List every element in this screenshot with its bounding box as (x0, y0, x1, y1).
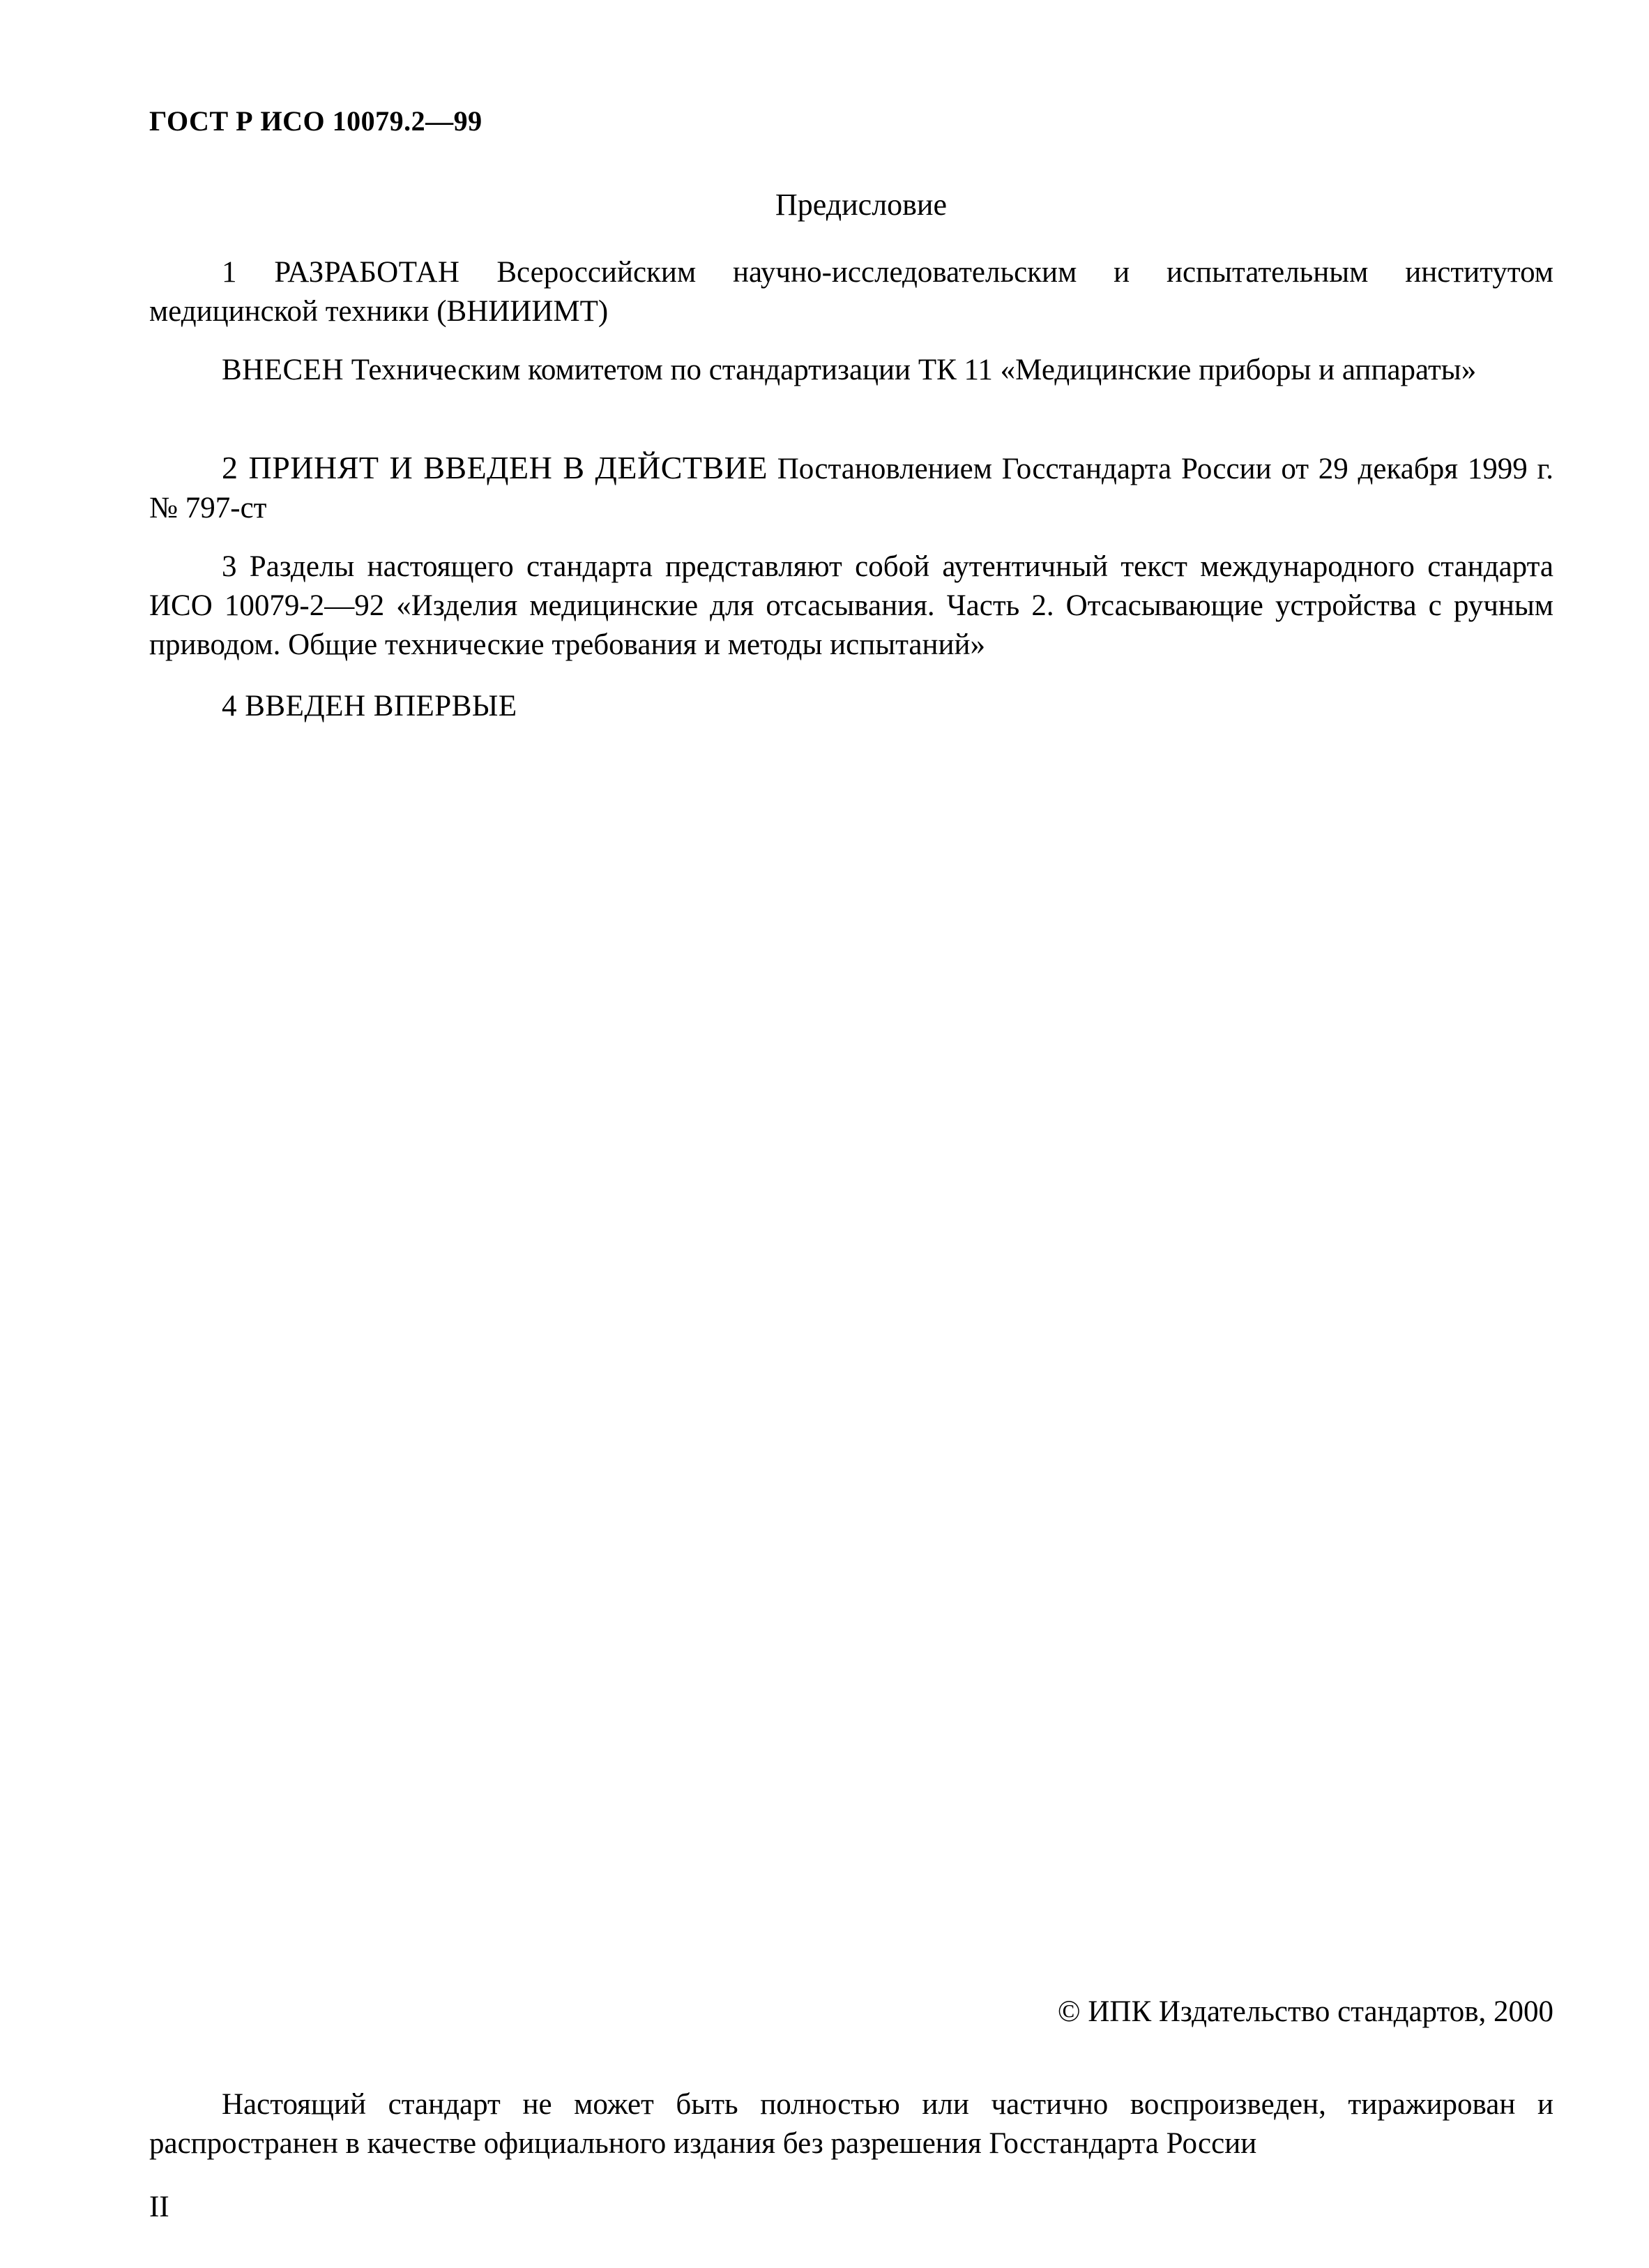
introduced-lead: ВНЕСЕН (222, 354, 344, 386)
document-code: ГОСТ Р ИСО 10079.2—99 (149, 105, 482, 137)
foreword-item-1 (149, 253, 1553, 331)
copyright-line: © ИПК Издательство стандартов, 2000 (1057, 1995, 1553, 2028)
reproduction-notice-text: Настоящий стандарт не может быть полностью или частично воспроизведен, тиражирован и распространен в качестве официального издания без разрешения Госстандарта России (149, 2088, 1553, 2160)
reproduction-notice (149, 2085, 1553, 2163)
foreword-item-4 (149, 687, 1553, 726)
item-4-lead: 4 ВВЕДЕН ВПЕРВЫЕ (222, 690, 517, 723)
foreword-item-2 (149, 448, 1553, 528)
item-1-text: Всероссийским научно-исследовательским и испытательным институтом медицинской техники (ВНИИИМТ) (149, 256, 1553, 328)
item-2-lead: 2 ПРИНЯТ И ВВЕДЕН В ДЕЙСТВИЕ (222, 450, 768, 485)
foreword-item-introduced (149, 351, 1553, 390)
item-3-text: 3 Разделы настоящего стандарта представляют собой аутентичный текст международного стандарта ИСО 10079-2—92 «Изделия медицинские для отсасывания. Часть 2. Отсасывающие устройства с ручным приводом. Общие технические требования и методы испытаний» (149, 550, 1553, 661)
item-2-text: Постановлением Госстандарта России от 29 декабря 1999 г. № 797-ст (149, 453, 1554, 524)
foreword-item-3 (149, 547, 1553, 665)
introduced-text: Техническим комитетом по стандартизации ТК 11 «Медицинские приборы и аппараты» (344, 354, 1477, 386)
page-number: II (149, 2191, 169, 2223)
foreword-title: Предисловие (775, 188, 947, 222)
item-1-lead: 1 РАЗРАБОТАН (222, 256, 460, 289)
